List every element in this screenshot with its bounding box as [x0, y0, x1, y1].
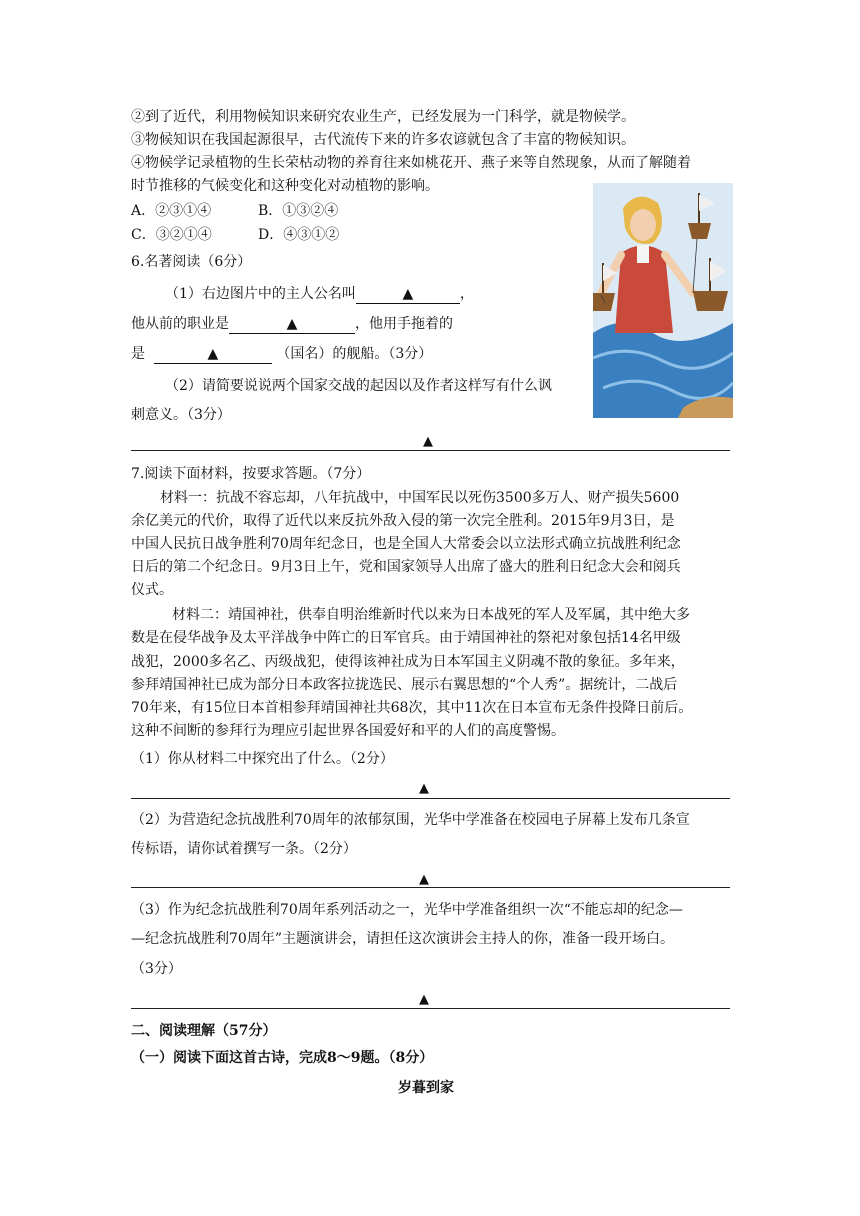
section-2-sub1: （一）阅读下面这首古诗，完成8～9题。（8分）	[131, 1050, 434, 1066]
q6-part1-text-a-end: ，	[459, 286, 474, 302]
answer-blank-profession[interactable]	[229, 316, 355, 334]
q7-sub2-line2: 传标语，请你试着撰写一条。（2分）	[131, 841, 357, 857]
q5-option-b: B．①③②④	[258, 203, 339, 219]
q7-material1-line5: 仪式。	[131, 582, 173, 598]
answer-line[interactable]	[131, 1008, 730, 1009]
q6-part1-line2	[131, 313, 453, 335]
q6-part1-text-b: 他从前的职业是	[131, 316, 229, 332]
q5-option-a: A．②③①④	[131, 203, 212, 219]
answer-line[interactable]	[131, 450, 730, 451]
q7-material1-line1: 材料一：抗战不容忘却，八年抗战中，中国军民以死伤3500多万人、财产损失5600	[160, 490, 680, 506]
q7-material2-line4: 参拜靖国神社已成为部分日本政客拉拢选民、展示右翼思想的“个人秀”。据统计，二战后	[131, 677, 678, 693]
q7-sub3-line2: —纪念抗战胜利70周年”主题演讲会，请担任这次演讲会主持人的你，准备一段开场白。	[131, 931, 674, 947]
q5-option-c: C．③②①④	[131, 227, 212, 243]
q7-material2-line3: 战犯，2000多名乙、丙级战犯，使得该神社成为日本军国主义阴魂不散的象征。多年来，	[131, 654, 685, 670]
q7-material2-line1: 材料二：靖国神社，供奉自明治维新时代以来为日本战死的军人及军属，其中绝大多	[172, 607, 690, 623]
answer-blank-name[interactable]	[356, 286, 460, 304]
q7-title: 7.阅读下面材料，按要求答题。（7分）	[131, 466, 371, 482]
q5-item-3: ③物候知识在我国起源很早，古代流传下来的许多农谚就包含了丰富的物候知识。	[131, 132, 635, 148]
q7-material2-line5: 70年来，有15位日本首相参拜靖国神社共68次，其中11次在日本宣布无条件投降日前后。	[131, 700, 693, 716]
q6-part1-line1	[165, 283, 474, 305]
q6-part2-line2: 刺意义。（3分）	[131, 407, 231, 423]
answer-line[interactable]	[131, 887, 730, 888]
q5-item-4-line2: 时节推移的气候变化和这种变化对动植物的影响。	[131, 178, 439, 194]
q6-part1-line3	[131, 343, 432, 365]
q6-part2-line1: （2）请简要说说两个国家交战的起因以及作者这样写有什么讽	[165, 378, 552, 394]
q7-material1-line3: 中国人民抗日战争胜利70周年纪念日，也是全国人大常委会以立法形式确立抗战胜利纪念	[131, 536, 681, 552]
answer-mark-icon: ▲	[419, 781, 429, 796]
answer-mark-icon: ▲	[207, 346, 219, 362]
q7-material2-line2: 数是在侵华战争及太平洋战争中阵亡的日军官兵。由于靖国神社的祭祀对象包括14名甲级	[131, 630, 681, 646]
section-2-title: 二、阅读理解（57分）	[131, 1023, 277, 1039]
poem-title: 岁暮到家	[398, 1080, 454, 1096]
q5-option-d: D．④③①②	[258, 227, 340, 243]
q5-item-2: ②到了近代，利用物候知识来研究农业生产，已经发展为一门科学，就是物候学。	[131, 109, 635, 125]
q6-part1-text-c: 是	[131, 346, 145, 362]
q7-material1-line4: 日后的第二个纪念日。9月3日上午，党和国家领导人出席了盛大的胜利日纪念大会和阅兵	[131, 559, 681, 575]
answer-mark-icon: ▲	[402, 286, 414, 302]
answer-line[interactable]	[131, 798, 730, 799]
q7-sub3-line3: （3分）	[131, 961, 182, 977]
q5-item-4-line1: ④物候学记录植物的生长荣枯动物的养育往来如桃花开、燕子来等自然现象，从而了解随着	[131, 155, 691, 171]
q7-sub3-line1: （3）作为纪念抗战胜利70周年系列活动之一，光华中学准备组织一次“不能忘却的纪念—	[131, 902, 683, 918]
answer-blank-country[interactable]	[154, 346, 272, 364]
q7-material1-line2: 余亿美元的代价，取得了近代以来反抗外敌入侵的第一次完全胜利。2015年9月3日，是	[131, 513, 675, 529]
q7-sub1: （1）你从材料二中探究出了什么。（2分）	[131, 751, 394, 767]
q6-part1-text-c-end: （国名）的舰船。（3分）	[276, 346, 433, 362]
gulliver-illustration-icon	[593, 183, 733, 418]
answer-mark-icon: ▲	[423, 434, 433, 449]
q7-sub2-line1: （2）为营造纪念抗战胜利70周年的浓郁氛围，光华中学准备在校园电子屏幕上发布几条宣	[131, 812, 690, 828]
answer-mark-icon: ▲	[286, 316, 298, 332]
answer-mark-icon: ▲	[419, 992, 429, 1007]
q6-part1-text-a: （1）右边图片中的主人公名叫	[165, 286, 356, 302]
q6-part1-text-b-end: ，他用手拖着的	[355, 316, 453, 332]
q6-title: 6.名著阅读（6分）	[131, 254, 252, 270]
answer-mark-icon: ▲	[419, 872, 429, 887]
q7-material2-line6: 这种不间断的参拜行为理应引起世界各国爱好和平的人们的高度警惕。	[131, 723, 565, 739]
